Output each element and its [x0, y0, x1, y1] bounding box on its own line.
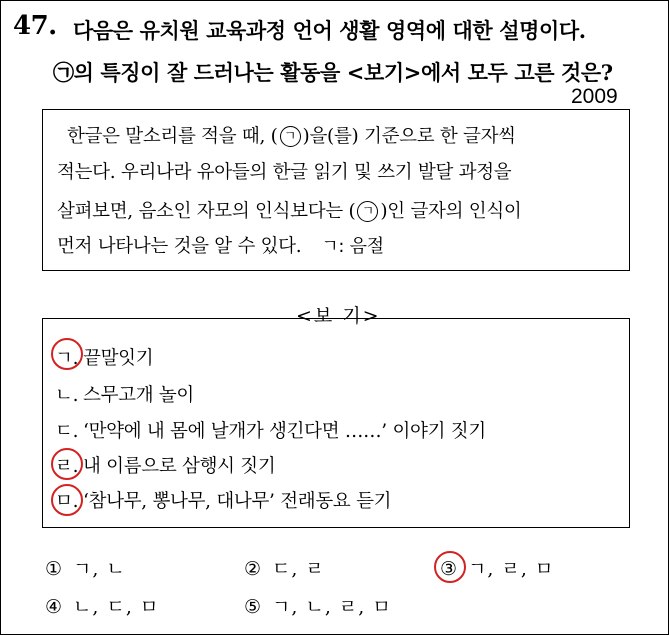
option-number: ④	[45, 596, 64, 618]
bogi-item	[55, 417, 486, 443]
red-circle-mark-item-5	[51, 484, 83, 516]
answer-option-1[interactable]	[45, 554, 126, 581]
bogi-item-label: ㄱ.	[55, 348, 79, 369]
bogi-item-text: 스무고개 놀이	[83, 385, 195, 406]
circled-giyeok-symbol: ㄱ	[357, 201, 378, 222]
red-circle-mark-item-1	[51, 338, 83, 370]
circled-giyeok-symbol: ㄱ	[280, 126, 301, 147]
passage-line4-text: 먼저 나타나는 것을 알 수 있다.	[57, 236, 302, 257]
option-text: ㄴ, ㄷ, ㅁ	[73, 596, 160, 618]
option-number: ①	[45, 558, 64, 580]
passage-line4	[57, 232, 384, 258]
red-circle-mark-option-3	[434, 551, 466, 583]
bogi-item-text: 내 이름으로 삼행시 짓기	[83, 456, 276, 477]
bogi-box	[42, 318, 630, 528]
question-stem-line1: 다음은 유치원 교육과정 언어 생활 영역에 대한 설명이다.	[73, 18, 586, 43]
option-text: ㄱ, ㄴ	[73, 558, 126, 580]
passage-line3-end: )인 글자의 인식이	[380, 201, 522, 222]
passage-line3	[57, 197, 521, 223]
bogi-item-label: ㄴ.	[55, 385, 79, 406]
option-text: ㄷ, ㄹ	[272, 558, 325, 580]
answer-option-5[interactable]	[244, 592, 392, 619]
bogi-item	[55, 381, 194, 407]
option-number: ②	[244, 558, 263, 580]
answer-option-4[interactable]	[45, 592, 159, 619]
bogi-item-text: ‘만약에 내 몸에 날개가 생긴다면 ……’ 이야기 짓기	[83, 421, 486, 442]
handwritten-answer-hint: ㄱ: 음절	[321, 236, 384, 257]
question-stem-line2: ㉠의 특징이 잘 드러나는 활동을 <보기>에서 모두 고른 것은?	[53, 60, 613, 85]
passage-line1-text: 한글은 말소리를 적을 때, (	[67, 126, 278, 147]
passage-line1-end: )을(를) 기준으로 한 글자씩	[302, 126, 516, 147]
bogi-item-text: 끝말잇기	[83, 348, 154, 369]
bogi-item-label: ㄷ.	[55, 421, 79, 442]
answer-option-2[interactable]	[244, 554, 325, 581]
option-number: ③	[440, 558, 459, 580]
bogi-title: <보 기>	[296, 305, 381, 327]
bogi-item-text: ‘참나무, 뽕나무, 대나무’ 전래동요 듣기	[83, 491, 392, 512]
option-number: ⑤	[244, 596, 263, 618]
bogi-item-label: ㅁ.	[55, 491, 79, 512]
passage-line3-text: 살펴보면, 음소인 자모의 인식보다는 (	[57, 201, 356, 222]
bogi-item	[55, 452, 275, 478]
question-number: 47.	[13, 11, 57, 41]
exam-year-annotation: 2009	[571, 85, 618, 108]
passage-box	[42, 109, 630, 271]
bogi-item-label: ㄹ.	[55, 456, 79, 477]
bogi-item	[55, 487, 391, 513]
option-text: ㄱ, ㄴ, ㄹ, ㅁ	[272, 596, 392, 618]
red-circle-mark-item-4	[51, 448, 83, 480]
passage-line1	[67, 122, 516, 148]
passage-line2: 적는다. 우리나라 유아들의 한글 읽기 및 쓰기 발달 과정을	[57, 162, 512, 183]
option-text: ㄱ, ㄹ, ㅁ	[468, 558, 555, 580]
